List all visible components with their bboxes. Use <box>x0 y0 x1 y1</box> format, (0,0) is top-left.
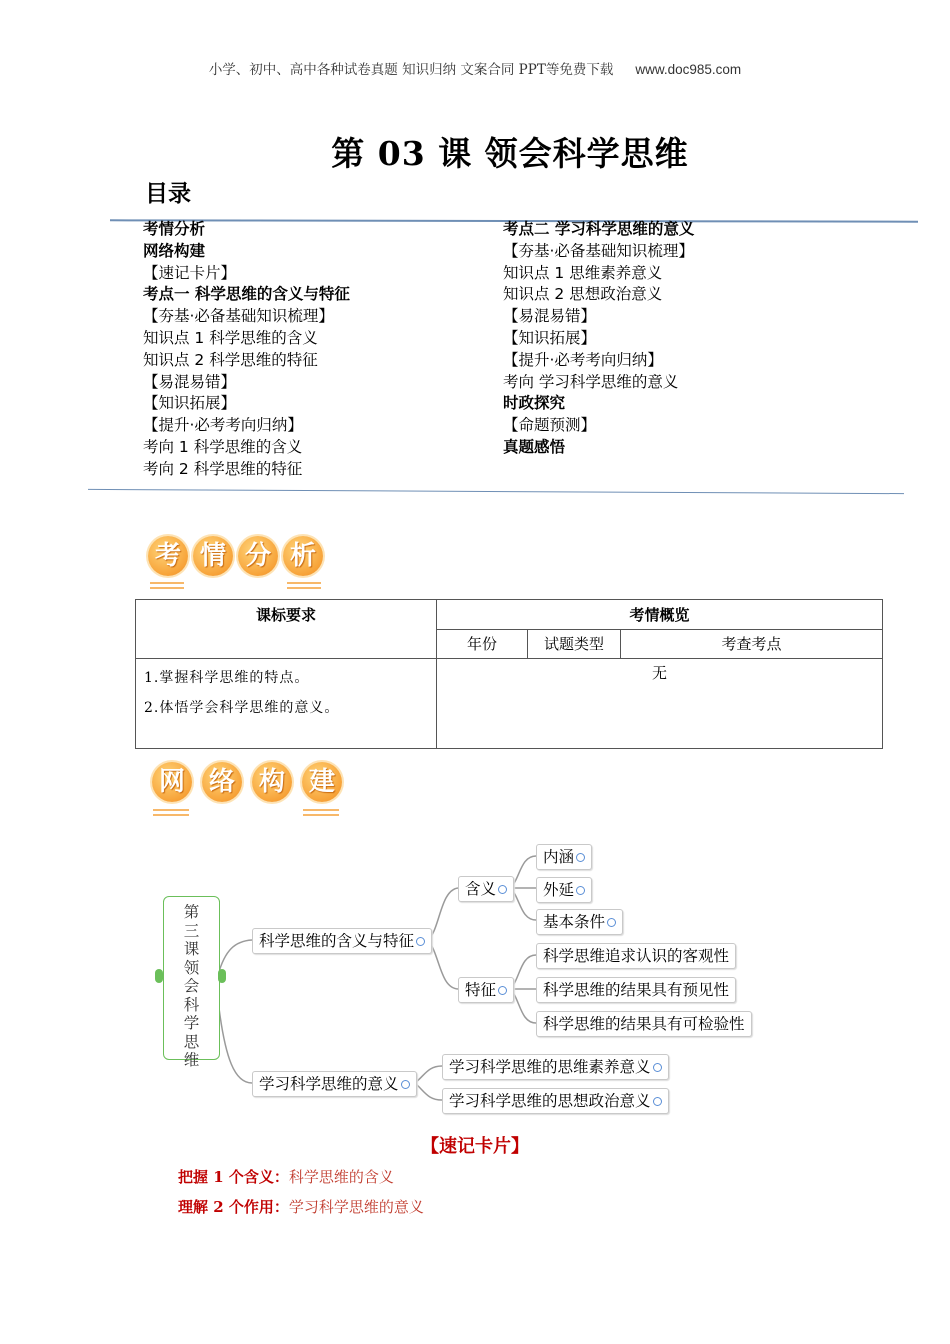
badge-char: 析 <box>283 536 323 576</box>
badge-char: 建 <box>302 762 342 802</box>
badge-char: 情 <box>193 536 233 576</box>
table-subheader-year: 年份 <box>437 630 528 659</box>
table-subheader-point: 考查考点 <box>621 630 883 659</box>
mindmap-node-basic-conditions[interactable] <box>536 909 623 935</box>
toc-item[interactable]: 考向 1 科学思维的含义 <box>143 437 303 456</box>
expand-icon[interactable] <box>498 885 507 894</box>
toc-item[interactable]: 考情分析 <box>143 220 206 238</box>
toc-item[interactable]: 【知识拓展】 <box>503 328 597 347</box>
expand-icon[interactable] <box>653 1063 662 1072</box>
mindmap-root-label: 第三课 领会科学思维 <box>183 903 200 1069</box>
table-header-overview: 考情概览 <box>437 600 883 630</box>
toc-item[interactable]: 考点二 学习科学思维的意义 <box>503 220 695 238</box>
expand-icon[interactable] <box>416 937 425 946</box>
toc-item[interactable]: 【知识拓展】 <box>143 394 237 413</box>
badge-char: 络 <box>202 762 242 802</box>
page-title: 第 03 课 领会科学思维 <box>331 134 689 173</box>
expand-icon[interactable] <box>607 918 616 927</box>
expand-icon[interactable] <box>576 886 585 895</box>
card-line <box>178 1166 394 1187</box>
card-title: 【速记卡片】 <box>421 1136 529 1157</box>
toc-item[interactable]: 【提升·必考考向归纳】 <box>143 416 303 435</box>
badge-char: 考 <box>148 536 188 576</box>
badge-char: 网 <box>152 762 192 802</box>
toc-item[interactable]: 【命题预测】 <box>503 416 597 435</box>
toc-item[interactable]: 【提升·必考考向归纳】 <box>503 350 663 369</box>
collapse-handle-icon[interactable] <box>218 969 226 983</box>
node-label: 外延 <box>543 881 575 899</box>
expand-icon[interactable] <box>498 986 507 995</box>
node-label: 内涵 <box>543 848 575 866</box>
node-label: 基本条件 <box>543 913 606 931</box>
badge-char: 分 <box>238 536 278 576</box>
mindmap-node-meaning[interactable] <box>458 876 514 902</box>
toc-item[interactable]: 网络构建 <box>143 241 206 260</box>
node-label: 科学思维的结果具有可检验性 <box>543 1015 745 1033</box>
collapse-handle-icon[interactable] <box>155 969 163 983</box>
toc-item[interactable]: 知识点 2 科学思维的特征 <box>143 350 318 369</box>
node-label: 特征 <box>465 981 497 999</box>
toc-item[interactable]: 考向 学习科学思维的意义 <box>503 372 679 391</box>
table-subheader-type: 试题类型 <box>528 630 621 659</box>
badge-char: 构 <box>252 762 292 802</box>
card-line <box>178 1196 424 1217</box>
mindmap-node-connotation[interactable] <box>536 844 592 870</box>
toc-item[interactable]: 【易混易错】 <box>503 307 597 326</box>
mindmap-node-thinking-literacy[interactable] <box>442 1054 669 1080</box>
node-label: 科学思维追求认识的客观性 <box>543 947 730 965</box>
toc-item[interactable]: 考向 2 科学思维的特征 <box>143 459 303 478</box>
mindmap-root[interactable] <box>163 896 220 1069</box>
card-line-text: 科学思维的含义 <box>288 1168 394 1186</box>
node-label: 科学思维的含义与特征 <box>259 932 415 950</box>
table-header-requirements: 课标要求 <box>136 600 437 659</box>
toc-item[interactable]: 真题感悟 <box>503 437 566 456</box>
toc-item[interactable]: 【易混易错】 <box>143 372 237 391</box>
expand-icon[interactable] <box>653 1097 662 1106</box>
card-line-label: 把握 1 个含义： <box>178 1168 289 1186</box>
mindmap-node-extension[interactable] <box>536 877 592 903</box>
requirement-item: 1.掌握科学思维的特点。 <box>144 670 310 686</box>
mindmap-node-political-significance[interactable] <box>442 1088 669 1114</box>
expand-icon[interactable] <box>576 853 585 862</box>
toc-item[interactable]: 考点一 科学思维的含义与特征 <box>143 285 350 304</box>
toc-item[interactable]: 知识点 2 思想政治意义 <box>503 285 663 304</box>
mindmap-node-objectivity[interactable] <box>536 943 736 969</box>
node-label: 学习科学思维的思维素养意义 <box>449 1058 651 1076</box>
mindmap-node-predictability[interactable] <box>536 977 736 1003</box>
mindmap-node-feature[interactable] <box>458 977 514 1003</box>
toc-item[interactable]: 【夯基·必备基础知识梳理】 <box>503 241 694 260</box>
toc-heading: 目录 <box>145 181 191 207</box>
mindmap-branch-significance[interactable] <box>252 1071 417 1097</box>
node-label: 科学思维的结果具有预见性 <box>543 981 730 999</box>
header-text: 小学、初中、高中各种试卷真题 知识归纳 文案合同 PPT等免费下载 <box>208 62 614 78</box>
expand-icon[interactable] <box>401 1080 410 1089</box>
toc-item[interactable]: 知识点 1 科学思维的含义 <box>143 328 318 347</box>
toc-item[interactable]: 【速记卡片】 <box>143 263 237 282</box>
card-line-label: 理解 2 个作用： <box>178 1198 289 1216</box>
node-label: 学习科学思维的意义 <box>259 1075 399 1093</box>
node-label: 含义 <box>465 880 497 898</box>
mindmap-branch-meaning-feature[interactable] <box>252 928 432 954</box>
table-overview-cell: 无 <box>437 659 883 749</box>
card-line-text: 学习科学思维的意义 <box>288 1198 424 1216</box>
node-label: 学习科学思维的思想政治意义 <box>449 1092 651 1110</box>
mindmap-node-verifiability[interactable] <box>536 1011 752 1037</box>
toc-item[interactable]: 知识点 1 思维素养意义 <box>503 263 663 282</box>
toc-item[interactable]: 【夯基·必备基础知识梳理】 <box>143 307 334 326</box>
toc-item[interactable]: 时政探究 <box>503 394 566 413</box>
requirement-item: 2.体悟学会科学思维的意义。 <box>144 700 340 716</box>
header-site[interactable]: www.doc985.com <box>635 62 742 77</box>
